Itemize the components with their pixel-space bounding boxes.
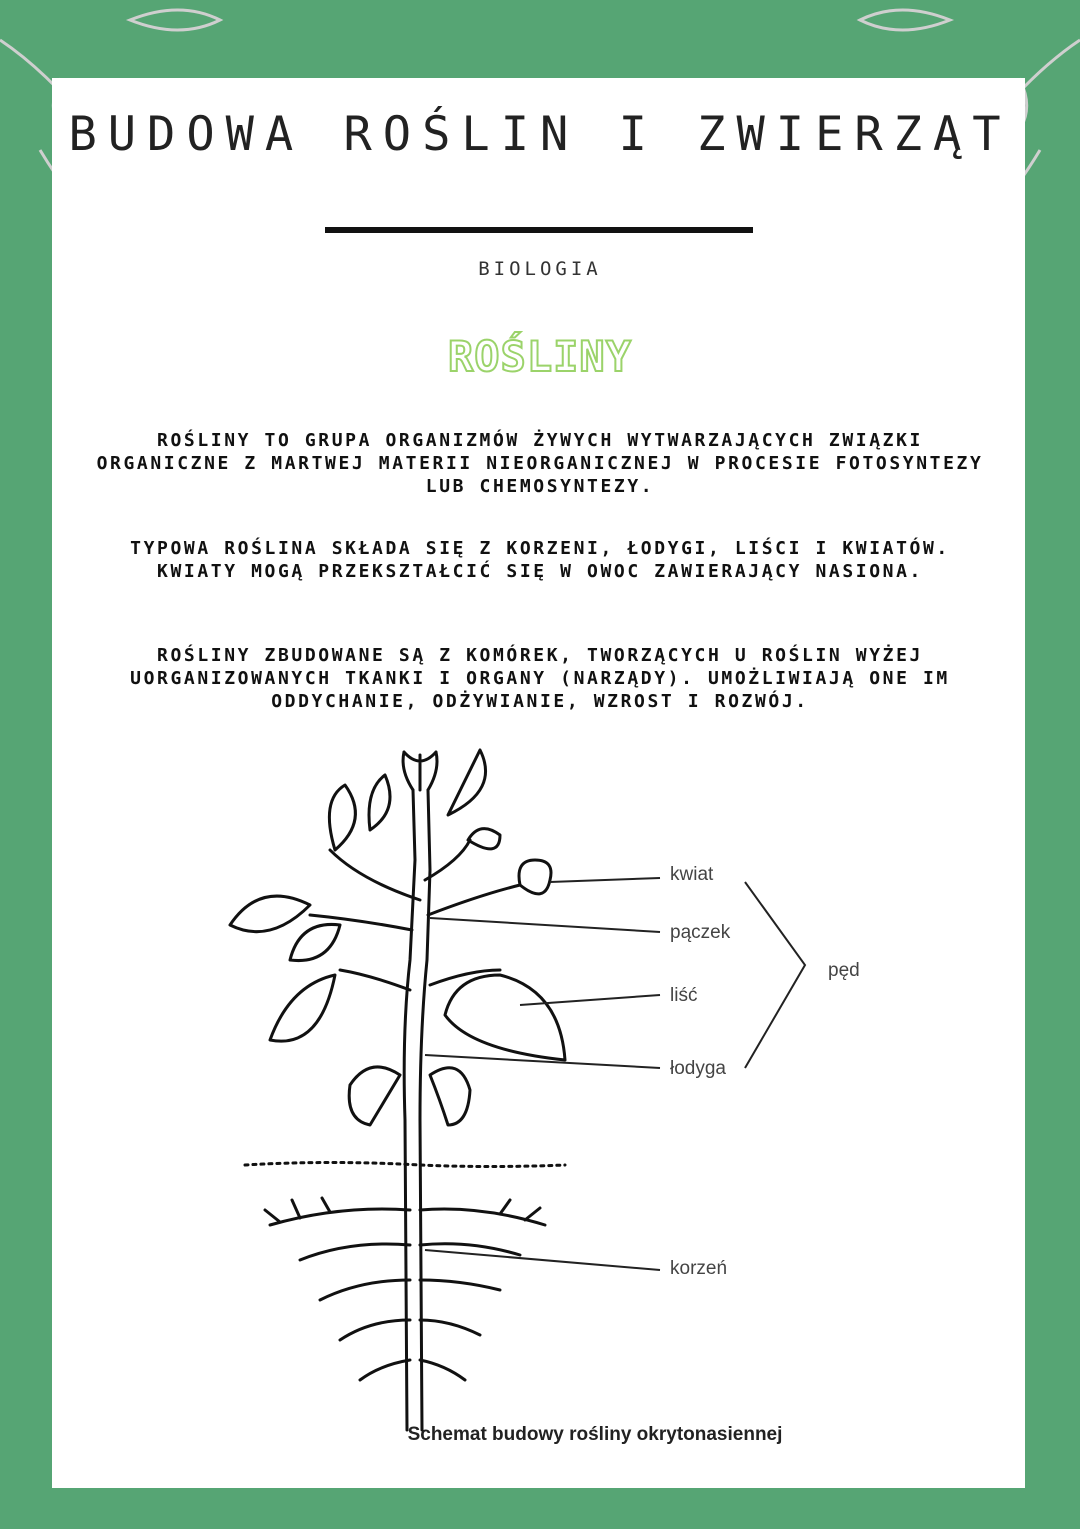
leaf-drawing — [230, 896, 310, 932]
label-flower: kwiat — [670, 864, 714, 885]
root-drawing — [270, 1209, 545, 1225]
leader-line-root — [425, 1250, 660, 1270]
shoot-bracket — [745, 882, 805, 1068]
diagram-caption: Schemat budowy rośliny okrytonasiennej — [407, 1424, 783, 1445]
leader-line-flower — [550, 878, 660, 882]
stem-drawing — [404, 790, 415, 1430]
paragraph-cells: ROŚLINY ZBUDOWANE SĄ Z KOMÓREK, TWORZĄCYCH U ROŚLIN WYŻEJ UORGANIZOWANYCH TKANKI I ORGANY (NARZĄDY). UMOŻLIWIAJĄ ONE IM ODDYCHANIE, ODŻYWIANIE, WZROST I ROZWÓJ. — [130, 645, 950, 712]
label-shoot: pęd — [828, 960, 860, 981]
section-heading: ROŚLINY — [447, 332, 632, 381]
leader-line-bud — [430, 918, 660, 932]
page-title: BUDOWA ROŚLIN I ZWIERZĄT — [68, 107, 1012, 162]
label-leaf: liść — [670, 985, 698, 1006]
label-stem: łodyga — [670, 1058, 726, 1079]
label-root: korzeń — [670, 1258, 728, 1279]
subject-label: BIOLOGIA — [478, 258, 602, 280]
paragraph-structure: TYPOWA ROŚLINA SKŁADA SIĘ Z KORZENI, ŁODYGI, LIŚCI I KWIATÓW. KWIATY MOGĄ PRZEKSZTAŁCIĆ SIĘ W OWOC ZAWIERAJĄCY NASIONA. — [130, 538, 950, 582]
label-bud: pączek — [670, 922, 731, 943]
paragraph-definition: ROŚLINY TO GRUPA ORGANIZMÓW ŻYWYCH WYTWARZAJĄCYCH ZWIĄZKI ORGANICZNE Z MARTWEJ MATERII NIEORGANICZNEJ W PROCESIE FOTOSYNTEZY LUB CHEMOSYNTEZY. — [96, 430, 984, 497]
